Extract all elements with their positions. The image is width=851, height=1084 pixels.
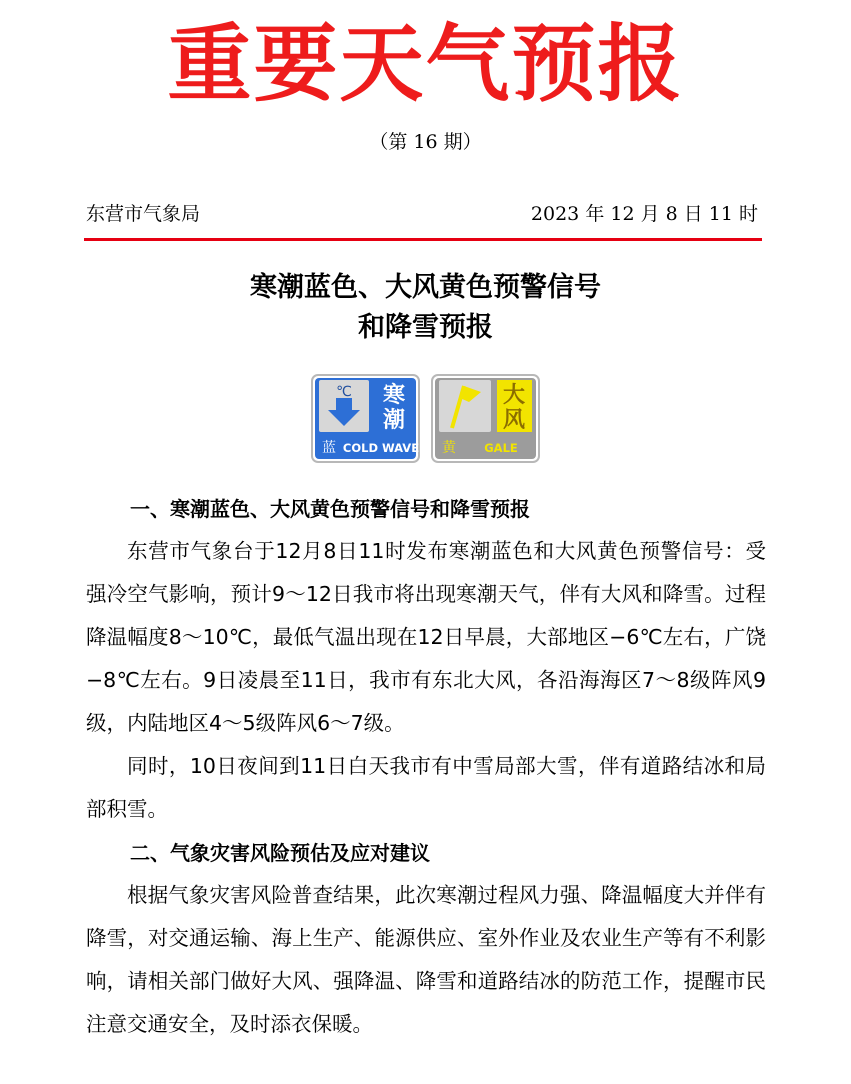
red-divider — [84, 238, 762, 241]
gale-char-2: 风 — [502, 408, 526, 433]
document-title — [0, 268, 851, 348]
gale-yellow-warning-icon — [432, 375, 539, 462]
cold-wave-english-label: COLD WAVE — [342, 441, 420, 455]
cold-wave-level-char: 蓝 — [322, 440, 336, 456]
gale-level-char: 黄 — [442, 440, 456, 456]
section-1-paragraph-2: 同时，10日夜间到11日白天我市有中雪局部大雪，伴有道路结冰和局部积雪。 — [86, 754, 766, 821]
gale-english-label: GALE — [484, 441, 518, 455]
issue-number: （第 16 期） — [369, 131, 482, 153]
cold-wave-char-1: 寒 — [382, 383, 406, 408]
masthead-title: 重要天气预报 — [167, 14, 684, 113]
section-heading-2: 二、气象灾害风险预估及应对建议 — [130, 841, 430, 865]
cold-wave-degree-symbol: ℃ — [336, 384, 352, 400]
cold-wave-blue-warning-icon — [312, 375, 419, 462]
issuer-name: 东营市气象局 — [86, 203, 201, 225]
issue-time: 2023 年 12 月 8 日 11 时 — [530, 203, 758, 225]
section-heading-1: 一、寒潮蓝色、大风黄色预警信号和降雪预报 — [130, 497, 530, 521]
warning-icons — [311, 374, 541, 464]
section-2-paragraph-1: 根据气象灾害风险普查结果，此次寒潮过程风力强、降温幅度大并伴有降雪，对交通运输、海上生产、能源供应、室外作业及农业生产等有不利影响，请相关部门做好大风、强降温、降雪和道路结冰的防范工作，提醒市民注意交通安全，及时添衣保暖。 — [86, 883, 766, 1036]
cold-wave-char-2: 潮 — [382, 408, 406, 433]
section-1-paragraph-1: 东营市气象台于12月8日11时发布寒潮蓝色和大风黄色预警信号：受强冷空气影响，预计9～12日我市将出现寒潮天气，伴有大风和降雪。过程降温幅度8～10℃，最低气温出现在12日早晨，大部地区−6℃左右，广饶−8℃左右。9日凌晨至11日，我市有东北大风，各沿海海区7～8级阵风9级，内陆地区4～5级阵风6～7级。 — [86, 539, 766, 735]
document-title-line-1: 寒潮蓝色、大风黄色预警信号 — [250, 272, 601, 303]
gale-char-1: 大 — [502, 383, 526, 408]
document-title-line-2: 和降雪预报 — [358, 312, 493, 343]
